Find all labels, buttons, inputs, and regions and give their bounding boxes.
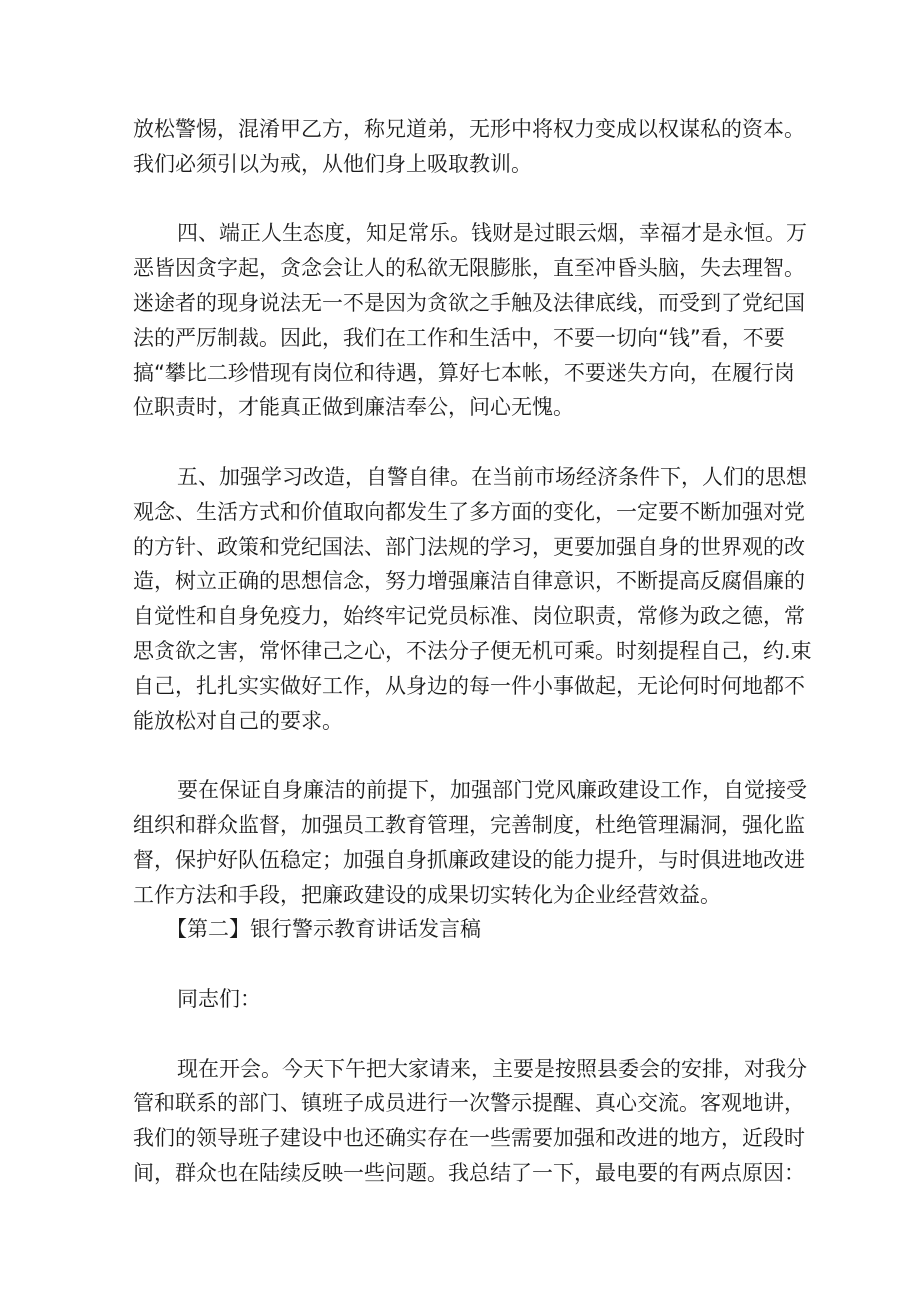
text-line: 迷途者的现身说法无一不是因为贪欲之手触及法律底线，而受到了党纪国 [133,290,805,315]
text-line: 自己，扎扎实实做好工作，从身边的每一件小事做起，无论何时何地都不 [133,673,805,698]
text-line: 我们必须引以为戒，从他们身上吸取教训。 [133,151,532,176]
text-line: 督，保护好队伍稳定；加强自身抓廉政建设的能力提升，与时俱进地改进 [133,847,805,872]
text-line: 现在开会。今天下午把大家请来，主要是按照县委会的安排，对我分 [177,1056,807,1081]
text-line: 法的严厉制裁。因此，我们在工作和生活中，不要一切向“钱”看，不要 [133,325,785,350]
text-line: 自觉性和自身免疫力，始终牢记党员标准、岗位职责，常修为政之德，常 [133,604,805,629]
text-line: 要在保证自身廉洁的前提下，加强部门党风廉政建设工作，自觉接受 [177,778,807,803]
text-line: 组织和群众监督，加强员工教育管理，完善制度，杜绝管理漏洞，强化监 [133,812,805,837]
text-line: 思贪欲之害，常怀律己之心，不法分子便无机可乘。时刻提程自己，约.束 [133,638,812,663]
paragraph-conclusion [133,773,807,912]
text-line: 恶皆因贪字起，贪念会让人的私欲无限膨胀，直至冲昏头脑，失去理智。 [133,256,805,281]
text-line: 位职责时，才能真正做到廉洁奉公，问心无愧。 [133,395,574,420]
text-line: 四、端正人生态度，知足常乐。钱财是过眼云烟，幸福才是永恒。万 [177,221,807,246]
text-line: 管和联系的部门、镇班子成员进行一次警示提醒、真心交流。客观地讲， [133,1091,805,1116]
section-heading: 【第二】银行警示教育讲话发言稿 [166,917,481,942]
text-line: 放松警惕，混淆甲乙方，称兄道弟，无形中将权力变成以权谋私的资本。 [133,117,805,141]
paragraph-continuation [133,112,805,182]
paragraph-opening [133,1052,807,1191]
text-line: 造，树立正确的思想信念，努力增强廉洁自律意识，不断提高反腐倡廉的 [133,569,805,594]
document-body [133,112,812,1191]
text-line: 观念、生活方式和价值取向都发生了多方面的变化，一定要不断加强对党 [133,499,805,524]
text-line: 工作方法和手段，把廉政建设的成果切实转化为企业经营效益。 [133,882,721,907]
text-line: 同志们： [177,986,261,1011]
paragraph-point-four [133,216,807,425]
text-line: 五、加强学习改造，自警自律。在当前市场经济条件下，人们的思想 [177,464,807,489]
text-line: 我们的领导班子建设中也还确实存在一些需要加强和改进的地方，近段时 [133,1126,805,1151]
text-line: 搞“攀比二珍惜现有岗位和待遇，算好七本帐，不要迷失方向，在履行岗 [133,360,795,385]
text-line: 间，群众也在陆续反映一些问题。我总结了一下，最电要的有两点原因： [133,1160,805,1185]
paragraph-point-five [133,460,812,738]
text-line: 的方针、政策和党纪国法、部门法规的学习，更要加强自身的世界观的改 [133,534,805,559]
greeting [133,982,785,1017]
text-line: 能放松对自己的要求。 [133,708,343,733]
